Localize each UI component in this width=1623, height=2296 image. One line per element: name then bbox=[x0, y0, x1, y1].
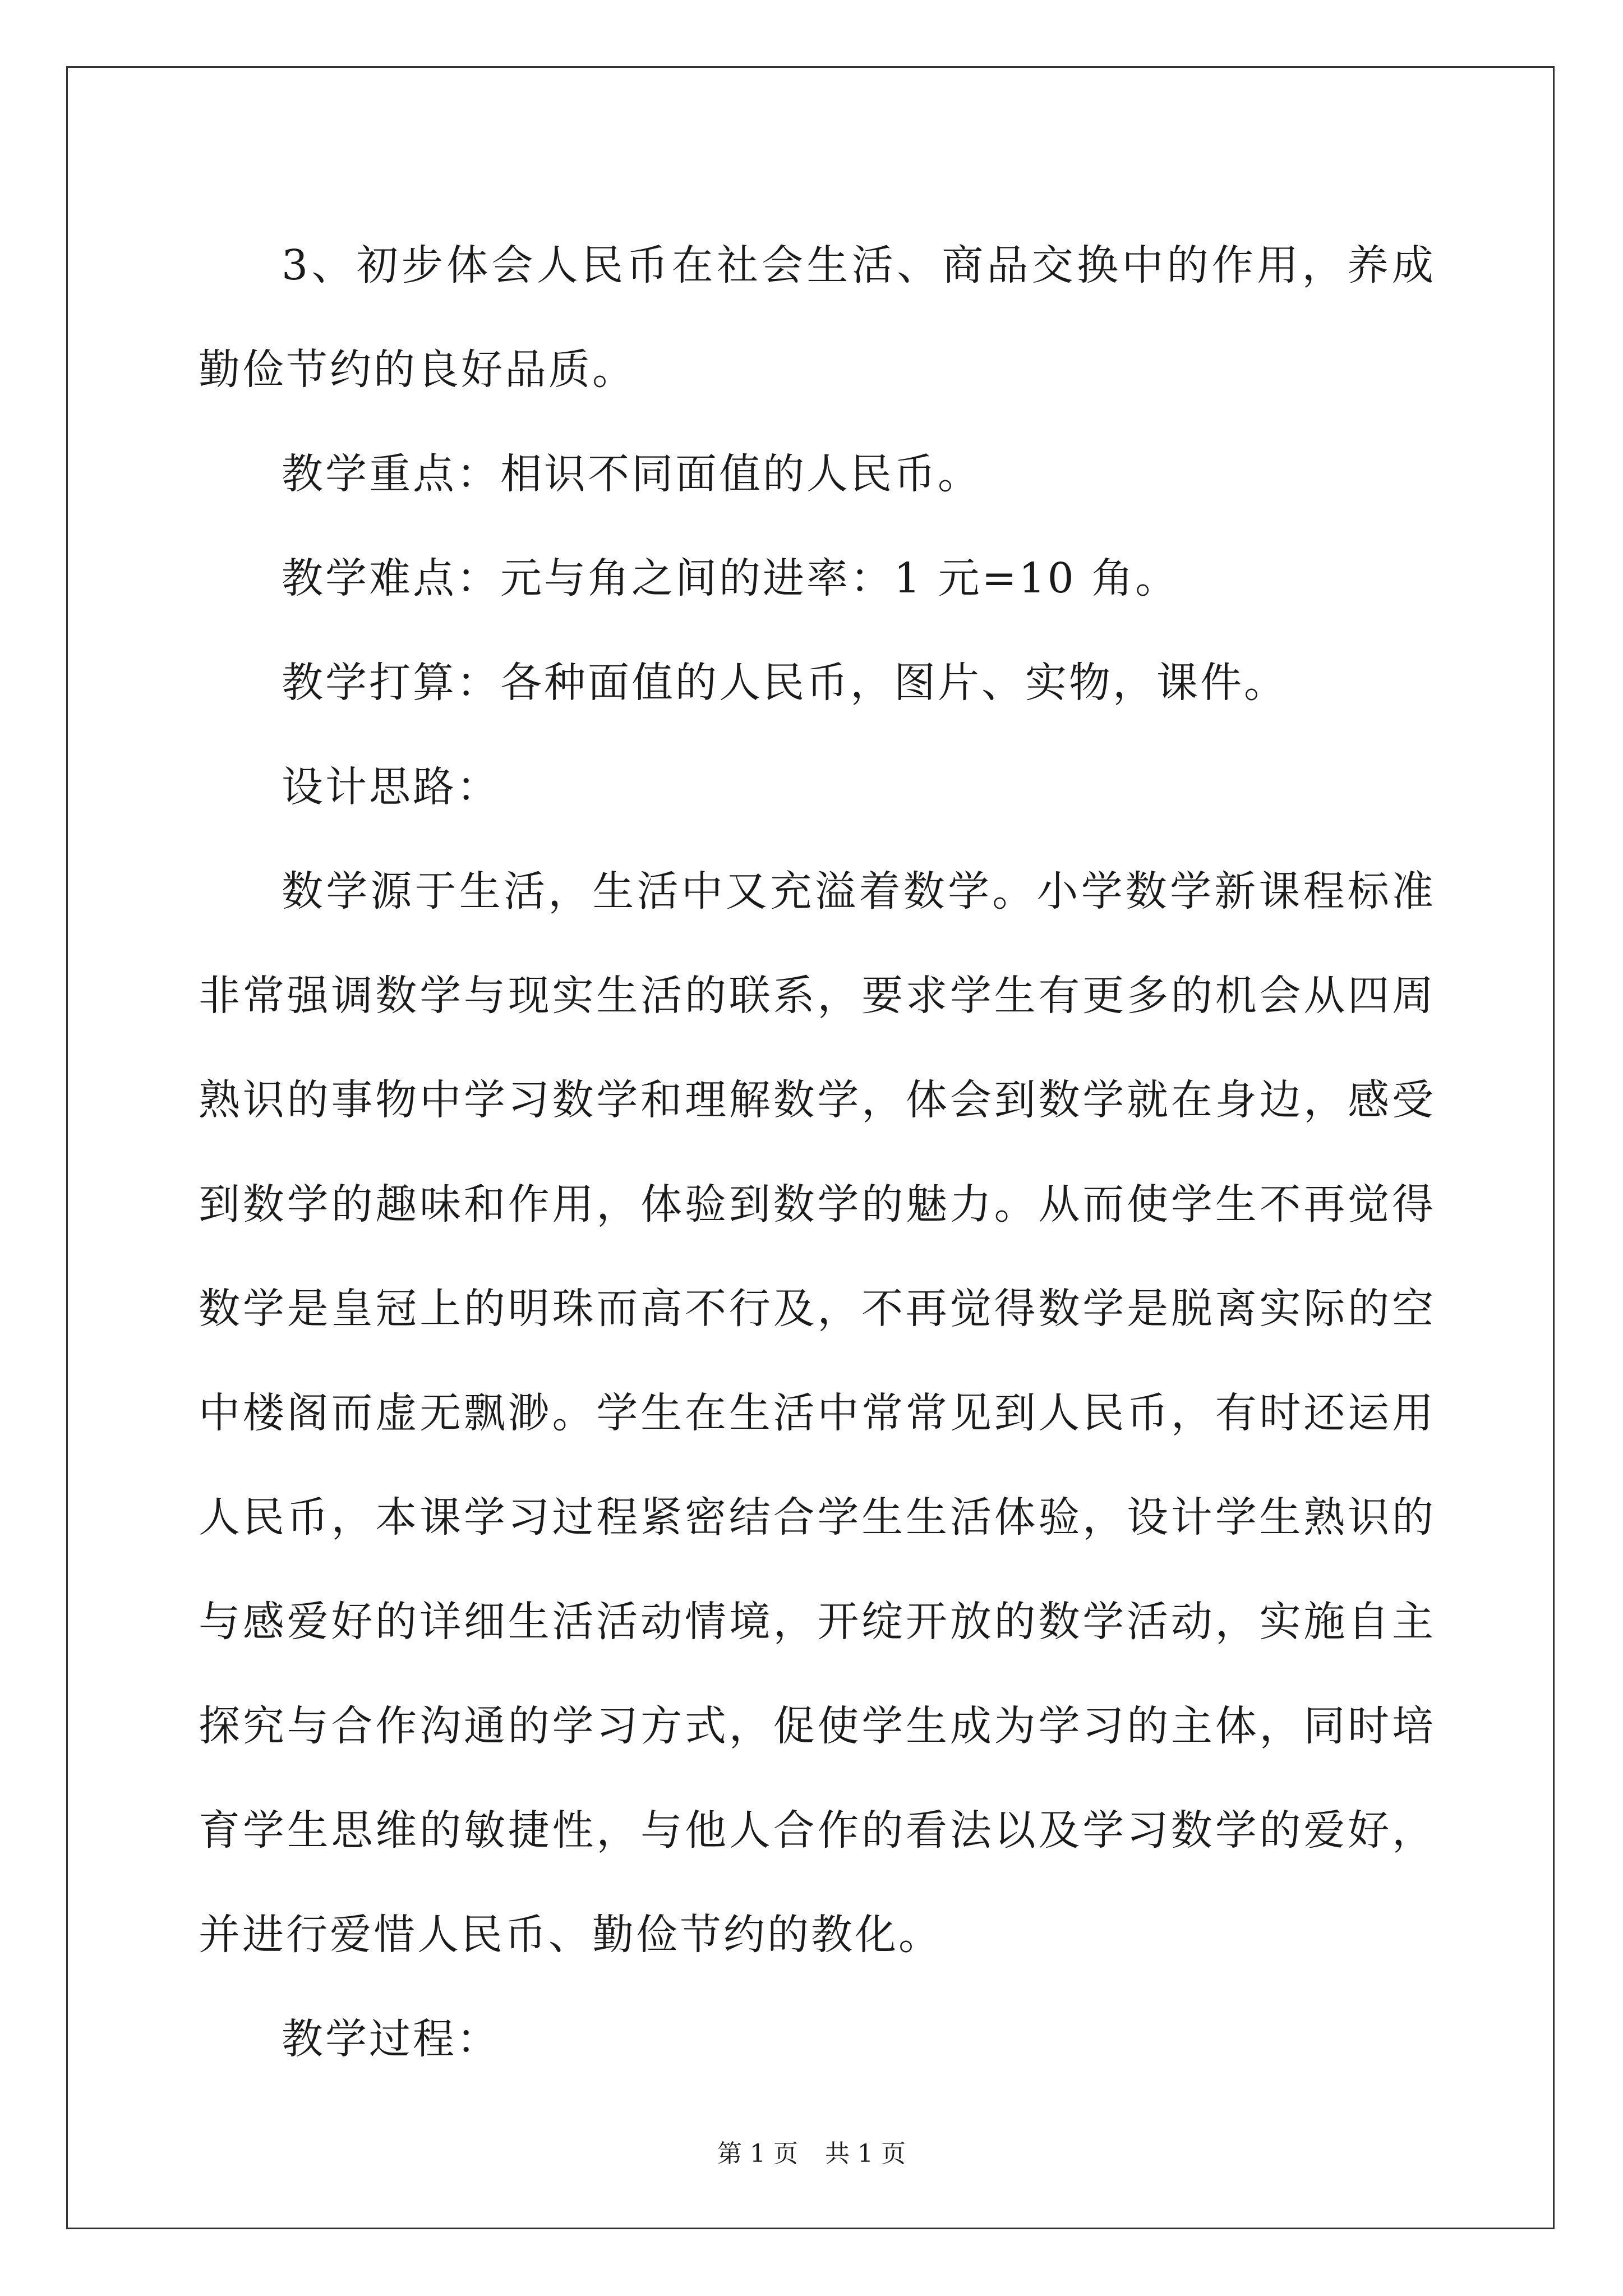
design-idea-paragraph: 数学源于生活，生活中又充溢着数学。小学数学新课程标准非常强调数学与现实生活的联系，要求学生有更多的机会从四周熟识的事物中学习数学和理解数学，体会到数学就在身边，感受到数学的趣味和作用，体验到数学的魅力。从而使学生不再觉得数学是皇冠上的明珠而高不行及，不再觉得数学是脱离实际的空中楼阁而虚无飘渺。学生在生活中常常见到人民币，有时还运用人民币，本课学习过程紧密结合学生生活体验，设计学生熟识的与感爱好的详细生活活动情境，开绽开放的数学活动，实施自主探究与合作沟通的学习方式，促使学生成为学习的主体，同时培育学生思维的敏捷性，与他人合作的看法以及学习数学的爱好，并进行爱惜人民币、勤俭节约的教化。 bbox=[199, 867, 1436, 1959]
page-number: 第 1 页 bbox=[717, 2139, 798, 2168]
page-total: 共 1 页 bbox=[825, 2139, 906, 2168]
document-body bbox=[199, 213, 1436, 2091]
design-idea-heading: 设计思路： bbox=[282, 763, 500, 811]
preparation-paragraph: 教学打算：各种面值的人民币，图片、实物，课件。 bbox=[282, 659, 1288, 707]
difficulty-paragraph: 教学难点：元与角之间的进率：1 元=10 角。 bbox=[282, 554, 1179, 602]
process-heading: 教学过程： bbox=[282, 2015, 500, 2063]
page-footer bbox=[0, 2138, 1623, 2170]
objective-paragraph: 3、初步体会人民币在社会生活、商品交换中的作用，养成勤俭节约的良好品质。 bbox=[199, 241, 1436, 394]
key-point-paragraph: 教学重点：相识不同面值的人民币。 bbox=[282, 450, 981, 498]
